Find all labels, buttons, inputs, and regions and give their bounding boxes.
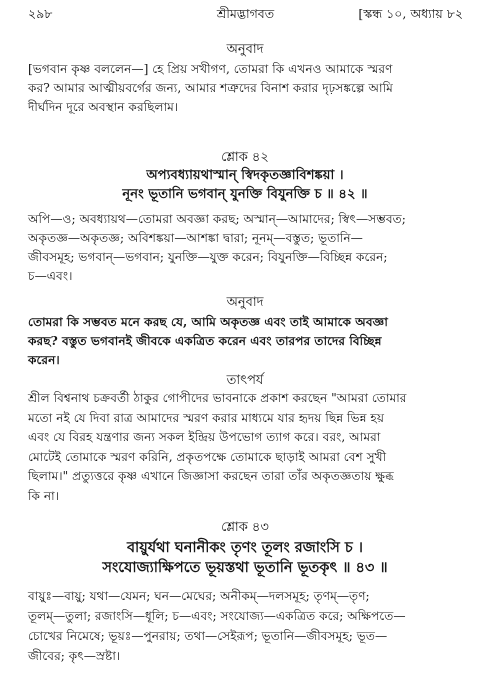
text-line: করছ? বস্তুত ভগবানই জীবকে একত্রিত করেন এবং তারপর তাদের বিচ্ছিন্ন (28, 334, 382, 348)
synonym-line: চ—এবং। (28, 269, 73, 283)
text-line: করেন। (28, 353, 60, 367)
purport-heading: তাৎপর্য (226, 373, 264, 388)
synonyms-42 (28, 210, 462, 286)
synonym-line: অকৃতজ্ঞ—অকৃতজ্ঞ; অবিশঙ্কয়া—আশঙ্কা দ্বারা; নূনম্—বস্তুত; ভূতানি— (28, 231, 363, 245)
translation-text-2 (28, 313, 462, 370)
verse-line: বায়ুর্যথা ঘনানীকং তৃণং তূলং রজাংসি চ । (126, 539, 363, 556)
page-number: ২৯৮ (28, 6, 53, 21)
text-line: কি না। (28, 488, 60, 503)
verse-42-text (28, 167, 462, 204)
page-header (28, 6, 463, 24)
translation-text-1 (28, 60, 462, 117)
text-line: কর? আমার আত্মীয়বর্গের জন্য, আমার শত্রুদের বিনাশ করার দৃঢ়সঙ্কল্পে আমি (28, 81, 393, 95)
synonym-line: জীবসমূহ; ভগবান্—ভগবান; যুনক্তি—যুক্ত করেন; বিযুনক্তি—বিচ্ছিন্ন করেন; (28, 250, 388, 264)
text-line: মতো নই যে দিবা রাত্র আমাদের স্মরণ করার মাধ্যমে যার হৃদয় ছিন্ন ভিন্ন হয় (28, 410, 385, 425)
verse-43-text (28, 538, 462, 578)
canto-chapter-reference: [স্কন্ধ ১০, অধ্যায় ৮২ (358, 6, 463, 21)
synonym-line: অপি—ও; অবধ্যায়থ—তোমরা অবজ্ঞা করছ; অস্মান্—আমাদের; স্বিৎ—সম্ভবত; (28, 212, 406, 226)
synonym-line: তূলম্—তুলা; রজাংসি—ধূলি; চ—এবং; সংযোজ্য—একত্রিত করে; অক্ষিপতে— (28, 609, 406, 623)
text-line: তোমরা কি সম্ভবত মনে করছ যে, আমি অকৃতজ্ঞ এবং তাই আমাকে অবজ্ঞা (28, 315, 388, 329)
text-line: দীর্ঘদিন দূরে অবস্থান করছিলাম। (28, 100, 179, 114)
verse-line: নূনং ভূতানি ভগবান্ যুনক্তি বিযুনক্তি চ ॥ ৪২ ॥ (122, 186, 368, 202)
book-title: শ্রীমদ্ভাগবত (216, 6, 275, 21)
synonyms-43 (28, 586, 462, 666)
verse-43-heading: শ্লোক ৪৩ (221, 520, 269, 535)
synonym-line: চোখের নিমেষে; ভূয়ঃ—পুনরায়; তথা—সেইরূপ; ভূতানি—জীবসমূহ; ভূত— (28, 629, 388, 643)
synonym-line: জীবের; কৃৎ—স্রষ্টা। (28, 649, 121, 663)
verse-line: সংযোজ্যাক্ষিপতে ভূয়স্তথা ভূতানি ভূতকৃৎ ॥ ৪৩ ॥ (102, 559, 388, 576)
text-line: মোটেই তোমাকে স্মরণ করিনি, প্রকৃতপক্ষে তোমাকে ছাড়াই আমরা বেশ সুখী (28, 449, 387, 464)
translation-heading-2: অনুবাদ (226, 295, 264, 310)
text-line: এবং যে বিরহ যন্ত্রণার জন্য সকল ইন্দ্রিয় উপভোগ ত্যাগ করে। বরং, আমরা (28, 430, 381, 445)
text-line: শ্রীল বিশ্বনাথ চক্রবর্তী ঠাকুর গোপীদের ভাবনাকে প্রকাশ করছেন "আমরা তোমার (28, 391, 407, 405)
text-line: [ভগবান কৃষ্ণ বললেন—] হে প্রিয় সখীগণ, তোমরা কি এখনও আমাকে স্মরণ (28, 62, 393, 76)
translation-heading-1: অনুবাদ (226, 42, 264, 57)
synonym-line: বায়ুঃ—বায়ু; যথা—যেমন; ঘন—মেঘের; অনীকম্—দলসমূহ; তৃণম্—তৃণ; (28, 589, 370, 603)
purport-text (28, 389, 462, 507)
verse-line: অপ্যবধ্যায়থাস্মান্ স্বিদকৃতজ্ঞাবিশঙ্কয়া । (146, 168, 344, 183)
verse-42-heading: শ্লোক ৪২ (221, 150, 269, 165)
text-line: ছিলাম।" প্রত্যুত্তরে কৃষ্ণ এখানে জিজ্ঞাসা করছেন তারা তাঁর অকৃতজ্ঞতায় ক্ষুব্ধ (28, 469, 394, 484)
